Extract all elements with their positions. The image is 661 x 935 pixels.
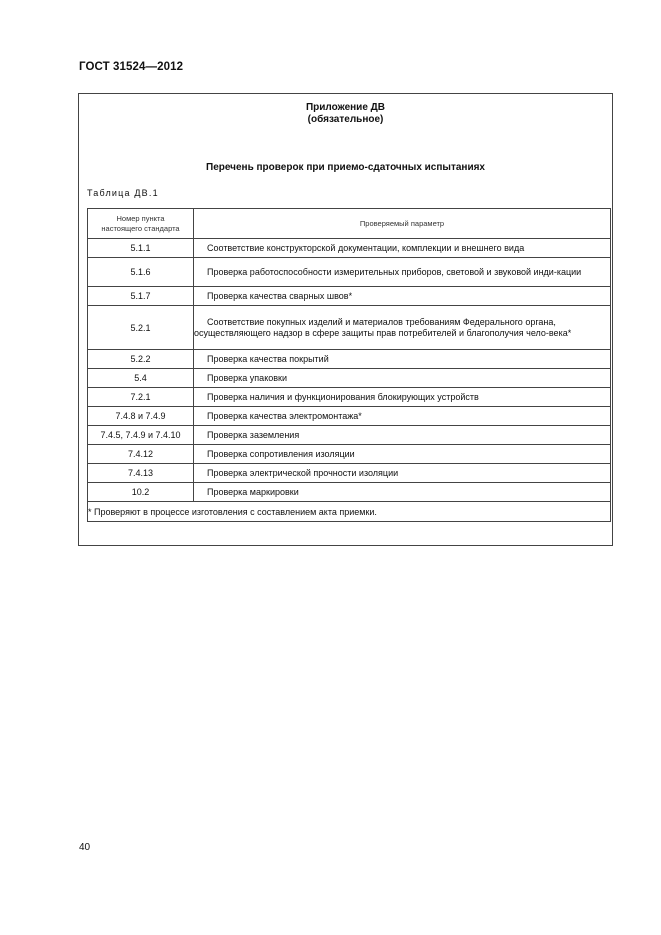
column-header-parameter: Проверяемый параметр — [194, 209, 611, 239]
header-line: Номер пункта — [116, 213, 165, 223]
table-row — [88, 464, 611, 483]
table-row — [88, 369, 611, 388]
clause-number-cell: 5.1.6 — [88, 258, 194, 287]
table-row — [88, 388, 611, 407]
appendix-subtitle: (обязательное) — [307, 114, 384, 125]
parameter-cell: Проверка маркировки — [194, 483, 611, 502]
clause-number-cell: 5.4 — [88, 369, 194, 388]
parameter-cell: Соответствие покупных изделий и материалов требованиям Федерального органа, осуществляющего надзор в сфере защиты прав потребителей и благополучия чело-века* — [194, 306, 611, 350]
document-code: ГОСТ 31524—2012 — [79, 61, 184, 73]
parameter-cell: Проверка работоспособности измерительных приборов, световой и звуковой инди-кации — [194, 258, 611, 287]
parameter-cell: Соответствие конструкторской документации, комплекции и внешнего вида — [194, 239, 611, 258]
table-row — [88, 239, 611, 258]
parameter-cell: Проверка качества покрытий — [194, 350, 611, 369]
page-number: 40 — [79, 842, 91, 853]
clause-number-cell: 7.2.1 — [88, 388, 194, 407]
checks-table — [87, 208, 611, 522]
appendix-title: Приложение ДВ — [305, 102, 386, 113]
list-title: Перечень проверок при приемо-сдаточных испытаниях — [206, 162, 485, 173]
header-line: настоящего стандарта — [101, 223, 180, 233]
parameter-cell: Проверка электрической прочности изоляции — [194, 464, 611, 483]
clause-number-cell: 5.2.2 — [88, 350, 194, 369]
clause-number-cell: 7.4.8 и 7.4.9 — [88, 407, 194, 426]
clause-number-cell: 7.4.13 — [88, 464, 194, 483]
parameter-cell: Проверка качества электромонтажа* — [194, 407, 611, 426]
table-row — [88, 287, 611, 306]
clause-number-cell: 7.4.5, 7.4.9 и 7.4.10 — [88, 426, 194, 445]
parameter-cell: Проверка качества сварных швов* — [194, 287, 611, 306]
table-caption: Таблица ДВ.1 — [87, 188, 159, 198]
parameter-cell: Проверка заземления — [194, 426, 611, 445]
table-row — [88, 407, 611, 426]
clause-number-cell: 10.2 — [88, 483, 194, 502]
appendix-heading — [79, 102, 612, 126]
parameter-cell: Проверка наличия и функционирования блокирующих устройств — [194, 388, 611, 407]
clause-number-cell: 5.2.1 — [88, 306, 194, 350]
table-row — [88, 306, 611, 350]
column-header-clause-number — [88, 209, 194, 239]
parameter-cell: Проверка упаковки — [194, 369, 611, 388]
clause-number-cell: 7.4.12 — [88, 445, 194, 464]
table-row — [88, 445, 611, 464]
footnote-row — [88, 502, 611, 522]
table-row — [88, 426, 611, 445]
table-row — [88, 350, 611, 369]
table-header-row — [88, 209, 611, 239]
parameter-cell: Проверка сопротивления изоляции — [194, 445, 611, 464]
table-row — [88, 258, 611, 287]
clause-number-cell: 5.1.1 — [88, 239, 194, 258]
clause-number-cell: 5.1.7 — [88, 287, 194, 306]
appendix-frame — [78, 93, 613, 546]
table-row — [88, 483, 611, 502]
table-footnote: * Проверяют в процессе изготовления с составлением акта приемки. — [88, 502, 611, 522]
table-body — [88, 239, 611, 502]
